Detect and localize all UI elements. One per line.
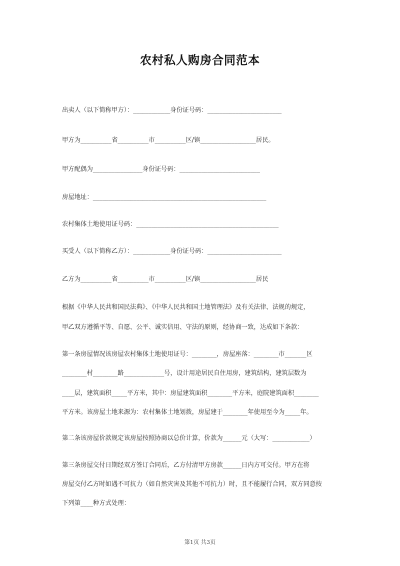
document-title: 农村私人购房合同范本 <box>140 53 260 67</box>
buyer-line: 买受人（以下简称乙方）：____________身份证号码：________________________ <box>62 248 282 255</box>
article1-line-1: 第一条房屋情况该房屋农村集体土地使用证号：________，房屋座落：________市_______区 <box>62 351 313 358</box>
article2-line: 第二条该房屋价款规定该房屋按照协商以总价计算，价款为______元（大写：____________） <box>62 435 316 442</box>
article1-line-4: 平方米。该房屋土地来源为：农村集体土地划拨，房屋建于________年使用至今为_____年。 <box>62 409 313 416</box>
article3-line-1: 第三条房屋交付日期经双方签订合同后，乙方付清甲方房款______日内方可交付。甲方在将 <box>62 462 310 469</box>
house-address-line: 房屋地址：________________________________________________________ <box>62 194 267 201</box>
preamble-line-1: 根据《中华人民共和国民法典》、《中华人民共和国土地管理法》及有关法律、法规的规定， <box>62 304 310 311</box>
page-footer: 第1页 共3页 <box>184 540 216 546</box>
preamble-line-2: 甲乙双方遵循平等、自愿、公平、诚实信用、守法的原则，经协商一致，达成如下条款： <box>62 324 304 331</box>
article1-line-3: ____层，建筑面积_____平方米，其中：房屋建筑面积________平方米，庭院建筑面积________ <box>62 390 319 397</box>
seller-line: 出卖人（以下简称甲方）：____________身份证号码：________________________ <box>62 107 282 114</box>
party-a-address-line: 甲方为__________省__________市__________区/镇__________________居民。 <box>62 137 275 144</box>
party-a-spouse-line: 甲方配偶为________________身份证号码：__________________________ <box>62 166 260 173</box>
party-b-address-line: 乙方为__________省__________市__________区/镇__________________居民 <box>62 276 269 283</box>
article3-line-3: 下列第____种方式处理： <box>62 500 131 507</box>
article1-line-2: ________村________路_____________号，设计用途居民自住用房，建筑结构，建筑层数为 <box>62 370 307 377</box>
land-cert-line: 农村集体土地使用证号码：______________________________________________ <box>62 221 279 228</box>
article3-line-2: 房屋交付乙方时如遇不可抗力（如自然灾害及其他不可抗力）时，且不能履行合同，双方同意按 <box>62 481 322 488</box>
